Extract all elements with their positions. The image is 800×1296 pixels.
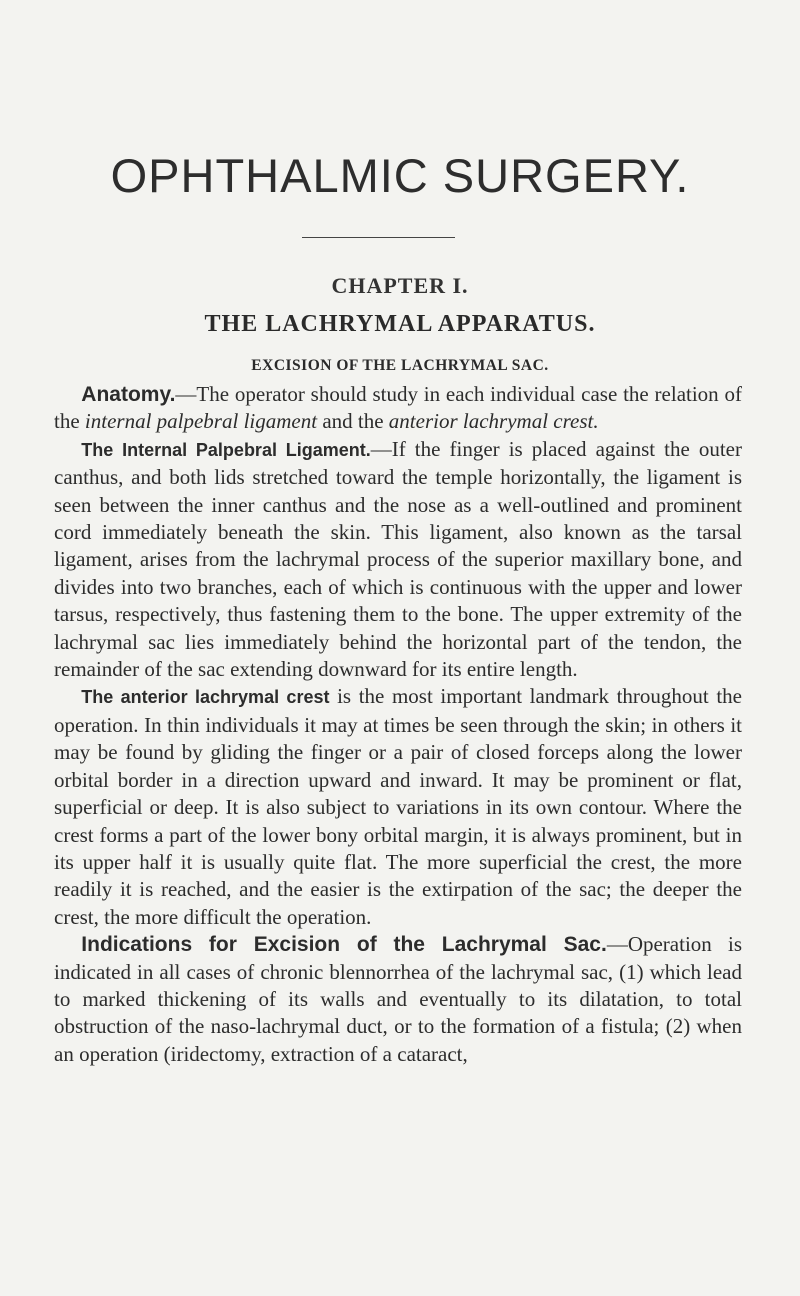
paragraph-indications (54, 931, 742, 1068)
paragraph-crest (54, 683, 742, 931)
anatomy-em-crest: anterior lachrymal crest. (388, 409, 599, 434)
anatomy-em-ligament: internal palpebral ligament (84, 409, 318, 434)
sub-title: EXCISION OF THE LACHRYMAL SAC. (251, 357, 549, 374)
chapter-heading: CHAPTER I. (331, 273, 469, 298)
lead-ligament: The Internal Palpebral Ligament. (81, 439, 371, 460)
lead-anatomy: Anatomy. (81, 383, 176, 406)
lead-indications: Indications for Excision of the Lachrymal Sac. (81, 933, 607, 957)
paragraph-ligament (54, 436, 742, 684)
anatomy-text-1: —The operator should study in each individual case the relation of the (54, 382, 742, 434)
section-title: THE LACHRYMAL APPARATUS. (204, 311, 596, 337)
anatomy-text-2: and the (317, 409, 389, 434)
lead-crest: The anterior lachrymal crest (81, 687, 330, 708)
crest-text: is the most important landmark throughout the operation. In thin individuals it may at times be seen through the skin; in others it may be found by gliding the finger or a pair of closed forceps along the lower orbital border in a direction upward and inward. It may be prominent or flat, superficial or deep. It is also subject to variations in its own contour. Where the crest forms a part of the lower bony orbital margin, it is always prominent, but in its upper half it is usually quite flat. The more superficial the crest, the more readily it is reached, and the easier is the extirpation of the sac; the deeper the crest, the more difficult the operation. (54, 684, 742, 929)
paragraph-anatomy (54, 381, 742, 436)
title-rule (302, 237, 455, 238)
body-text (54, 381, 742, 1068)
indications-text: —Operation is indicated in all cases of chronic blennorrhea of the lachrymal sac, (1) which lead to marked thickening of its walls and eventually to its dilatation, to total obstruction of the naso-lachrymal duct, or to the formation of a fistula; (2) when an operation (iridectomy, extraction of a cataract, (54, 932, 742, 1066)
book-title: OPHTHALMIC SURGERY. (110, 149, 690, 202)
ligament-text: —If the finger is placed against the outer canthus, and both lids stretched toward the temple horizontally, the ligament is seen between the inner canthus and the nose as a well-outlined and prominent cord immediately beneath the skin. This ligament, also known as the tarsal ligament, arises from the lachrymal process of the superior maxillary bone, and divides into two branches, each of which is continuous with the upper and lower tarsus, respectively, thus fastening them to the bone. The upper extremity of the lachrymal sac lies immediately behind the horizontal part of the tendon, the remainder of the sac extending downward for its entire length. (54, 436, 743, 682)
